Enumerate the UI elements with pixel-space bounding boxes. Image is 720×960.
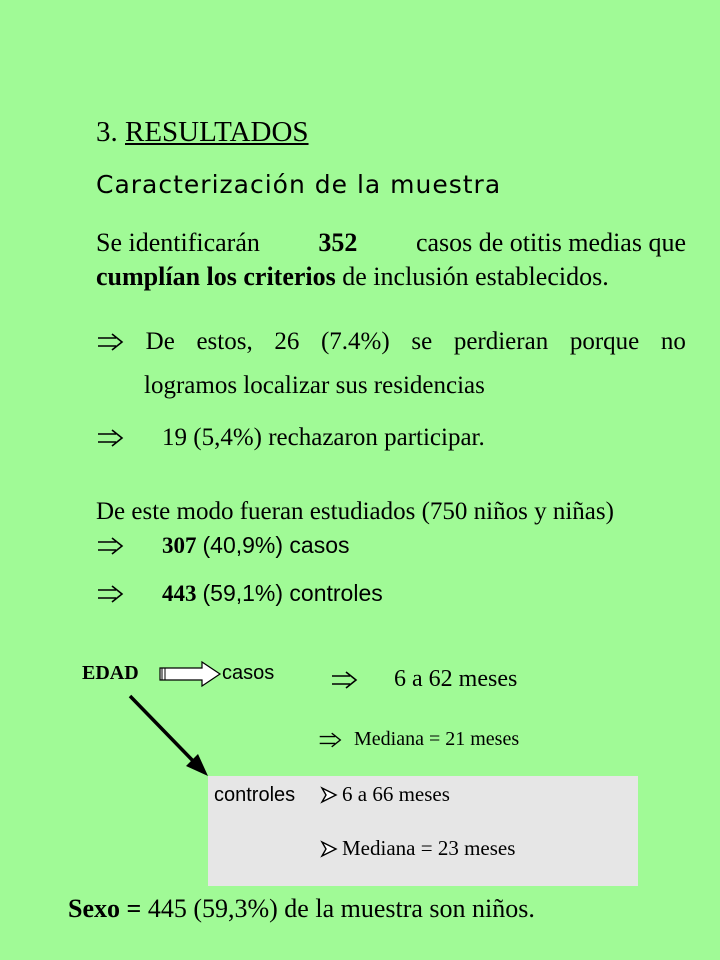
controls-line: [96, 580, 383, 607]
implies-arrow-icon: [96, 536, 124, 556]
intro-text-2: casos de otitis medias que: [415, 228, 686, 257]
cases-count: 307: [162, 532, 197, 558]
arrowhead-bullet-icon: [320, 786, 338, 804]
intro-criteria: cumplían los criterios: [96, 262, 336, 291]
sexo-label: Sexo =: [68, 894, 142, 923]
controles-median-line: [320, 836, 515, 861]
lost-word: 26: [274, 328, 300, 355]
casos-median: Mediana = 21 meses: [354, 728, 520, 750]
lost-word: (7.4%): [320, 328, 390, 355]
lost-line-1: [96, 328, 686, 356]
controles-median: Mediana = 23 meses: [342, 836, 516, 860]
lost-word: estos,: [196, 328, 253, 355]
edad-label: EDAD: [82, 662, 139, 684]
section-heading: [96, 116, 309, 149]
intro-text-1: Se identificarán: [96, 228, 260, 257]
casos-label: casos: [222, 662, 275, 684]
lost-word: no: [660, 328, 686, 355]
casos-range: 6 a 62 meses: [394, 666, 518, 692]
arrowhead-bullet-icon: [320, 840, 338, 858]
implies-arrow-icon: [96, 584, 124, 604]
controles-box: [208, 776, 638, 886]
intro-line-2: [96, 262, 609, 292]
cases-text: (40,9%) casos: [202, 532, 350, 558]
controles-label: controles: [214, 784, 296, 806]
implies-arrow-icon: [318, 730, 342, 750]
diagonal-arrow-icon: [124, 690, 214, 780]
refused-text: 19 (5,4%) rechazaron participar.: [162, 424, 485, 451]
section-number: 3.: [96, 116, 118, 148]
lost-word: se: [411, 328, 433, 355]
lost-line-2: logramos localizar sus residencias: [144, 372, 485, 399]
lost-word: De: [145, 328, 175, 355]
intro-text-3: de inclusión establecidos.: [342, 262, 609, 291]
sexo-text: 445 (59,3%) de la muestra son niños.: [147, 894, 535, 923]
controls-count: 443: [162, 580, 197, 606]
cases-line: [96, 532, 350, 559]
studied-line: De este modo fueran estudiados (750 niños y niñas): [96, 498, 614, 525]
refused-line: [96, 424, 485, 452]
casos-range-line: [330, 666, 517, 693]
lost-word: porque: [569, 328, 640, 355]
implies-arrow-icon: [330, 670, 358, 690]
intro-count: 352: [318, 228, 358, 257]
subheading: Caracterización de la muestra: [96, 170, 502, 199]
block-arrow-icon: [158, 660, 222, 688]
controls-text: (59,1%) controles: [202, 580, 383, 606]
controles-range-line: [320, 782, 450, 807]
implies-arrow-icon: [96, 428, 124, 448]
sexo-line: [68, 894, 535, 924]
implies-arrow-icon: [96, 332, 124, 352]
controles-range: 6 a 66 meses: [342, 782, 450, 806]
intro-line-1: [96, 228, 686, 258]
lost-word: perdieran: [453, 328, 549, 355]
casos-median-line: [318, 728, 519, 751]
section-title: RESULTADOS: [125, 116, 309, 148]
